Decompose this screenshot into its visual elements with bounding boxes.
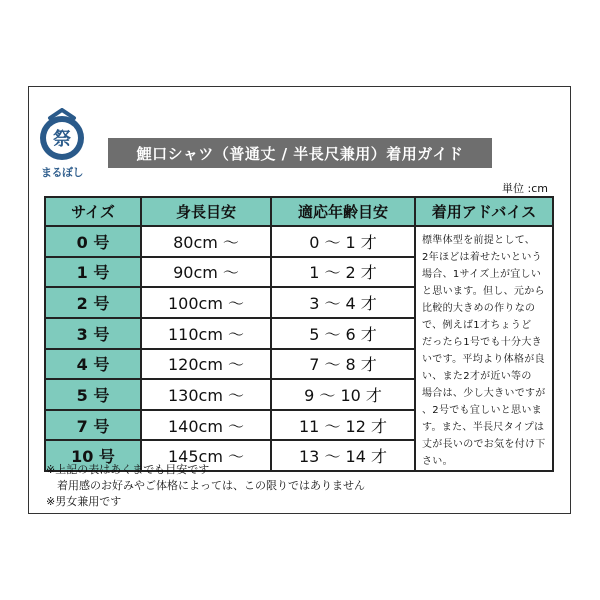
height-cell: 120cm ～ xyxy=(141,349,271,380)
advice-cell xyxy=(415,226,553,471)
size-cell: 10 号 xyxy=(45,440,141,471)
size-cell: 5 号 xyxy=(45,379,141,410)
height-cell: 145cm ～ xyxy=(141,440,271,471)
brand-name: まるぼし xyxy=(41,166,83,179)
size-table xyxy=(44,196,554,472)
age-cell: 13 ～ 14 才 xyxy=(271,440,415,471)
table-header-row xyxy=(45,197,553,226)
logo-glyph: 祭 xyxy=(53,129,71,150)
advice-line: さい。 xyxy=(422,456,453,467)
height-cell: 100cm ～ xyxy=(141,287,271,318)
advice-line: いです。平均より体格が良 xyxy=(422,354,545,365)
table-row xyxy=(45,226,553,257)
advice-line: 丈が長いのでお気を付け下 xyxy=(422,439,546,450)
page-title: 鯉口シャツ（普通丈 / 半長尺兼用）着用ガイド xyxy=(108,138,492,168)
height-cell: 90cm ～ xyxy=(141,257,271,288)
height-cell: 140cm ～ xyxy=(141,410,271,441)
age-cell: 11 ～ 12 才 xyxy=(271,410,415,441)
advice-line: だったら1号でも十分大き xyxy=(422,337,542,348)
footnote: ※上記の表はあくまでも目安です xyxy=(46,463,210,476)
festival-badge-icon xyxy=(36,108,88,164)
age-cell: 0 ～ 1 才 xyxy=(271,226,415,257)
header-size: サイズ xyxy=(45,197,141,226)
advice-line: 2年ほどは着せたいという xyxy=(422,252,542,263)
footnote: 着用感のお好みやご体格によっては、この限りではありません xyxy=(46,479,365,492)
size-cell: 1 号 xyxy=(45,257,141,288)
footnotes xyxy=(46,462,365,510)
height-cell: 110cm ～ xyxy=(141,318,271,349)
size-cell: 4 号 xyxy=(45,349,141,380)
age-cell: 1 ～ 2 才 xyxy=(271,257,415,288)
age-cell: 3 ～ 4 才 xyxy=(271,287,415,318)
size-cell: 2 号 xyxy=(45,287,141,318)
header-age: 適応年齢目安 xyxy=(271,197,415,226)
advice-line: す。また、半長尺タイプは xyxy=(422,422,545,433)
size-cell: 0 号 xyxy=(45,226,141,257)
age-cell: 5 ～ 6 才 xyxy=(271,318,415,349)
advice-line: と思います。但し、元から xyxy=(422,286,545,297)
size-cell: 7 号 xyxy=(45,410,141,441)
unit-label: 単位 :cm xyxy=(502,182,548,195)
advice-line: で、例えば1才ちょうど xyxy=(422,320,532,331)
age-cell: 7 ～ 8 才 xyxy=(271,349,415,380)
header-advice: 着用アドバイス xyxy=(415,197,553,226)
age-cell: 9 ～ 10 才 xyxy=(271,379,415,410)
advice-line: 場合、1サイズ上が宜しい xyxy=(422,269,542,280)
size-cell: 3 号 xyxy=(45,318,141,349)
header-height: 身長目安 xyxy=(141,197,271,226)
advice-line: い、また2才が近い等の xyxy=(422,371,532,382)
height-cell: 80cm ～ xyxy=(141,226,271,257)
height-cell: 130cm ～ xyxy=(141,379,271,410)
footnote: ※男女兼用です xyxy=(46,495,122,508)
advice-line: 場合は、少し大きいですが xyxy=(422,388,546,399)
advice-line: 、2号でも宜しいと思いま xyxy=(422,405,542,416)
brand-logo xyxy=(36,108,88,180)
advice-line: 比較的大きめの作りなの xyxy=(422,303,536,314)
advice-line: 標準体型を前提として、 xyxy=(422,235,536,246)
